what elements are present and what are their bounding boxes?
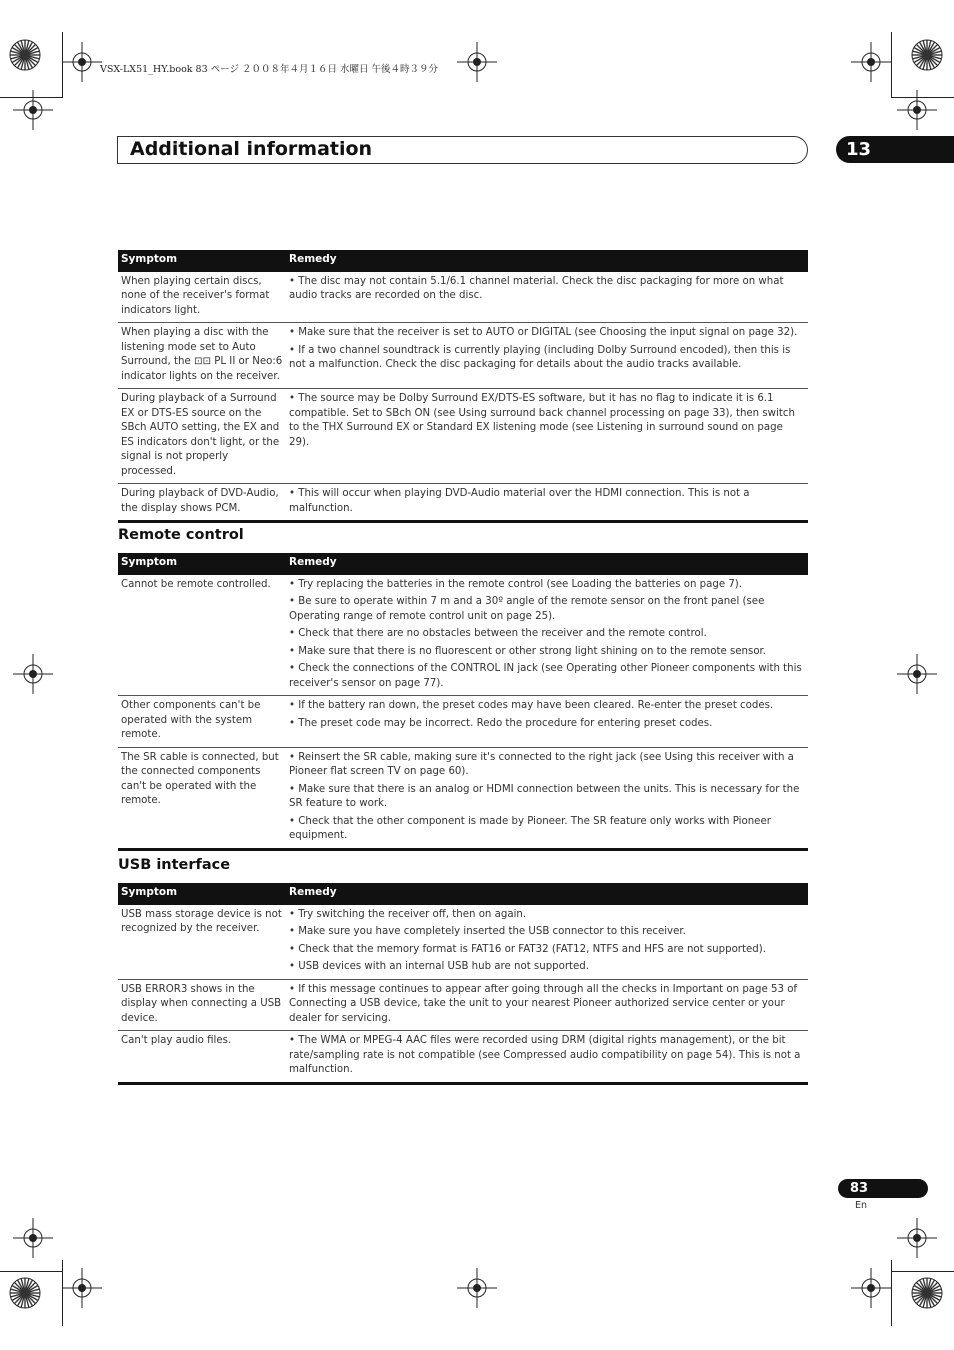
color-target-icon: [9, 39, 41, 71]
remedy-item: • The source may be Dolby Surround EX/DTS-ES software, but it has no flag to indicate it is 6.1 compatible. Set to SBch ON (see Using surround back channel processing on page 33), then switch to the THX Surround EX or Standard EX listening mode (see Listening in surround sound on page 29).: [289, 393, 795, 448]
remedy-item: • Check that there are no obstacles between the receiver and the remote control.: [289, 628, 707, 639]
section-title-remote-control: Remote control: [118, 527, 244, 543]
remedy-item: • Be sure to operate within 7 m and a 30º angle of the remote sensor on the front panel (see Operating range of remote control unit on page 25).: [289, 596, 765, 622]
registration-mark-icon: [62, 1268, 102, 1308]
symptom-cell: When playing certain discs, none of the receiver's format indicators light.: [118, 272, 286, 323]
remedy-item: • Check that the memory format is FAT16 or FAT32 (FAT12, NTFS and HFS are not supported).: [289, 943, 766, 955]
registration-mark-icon: [13, 90, 53, 130]
remedy-cell: [286, 1031, 808, 1084]
language-label: En: [855, 1200, 868, 1211]
color-target-icon: [911, 39, 943, 71]
symptom-cell: During playback of DVD-Audio, the display shows PCM.: [121, 488, 279, 514]
registration-mark-icon: [62, 42, 102, 82]
remedy-item: • Try replacing the batteries in the remote control (see Loading the batteries on page 7).: [289, 578, 743, 590]
symptom-cell: The SR cable is connected, but the connected components can't be operated with the remote.: [121, 751, 279, 806]
crop-mark: [0, 97, 62, 98]
troubleshooting-table-remote-control: [118, 553, 808, 851]
crop-mark: [0, 1271, 62, 1272]
registration-mark-icon: [457, 1268, 497, 1308]
symptom-cell: USB mass storage device is not recognized by the receiver.: [118, 905, 286, 980]
registration-mark-icon: [897, 90, 937, 130]
header-bar: [117, 136, 808, 164]
remedy-item: • Make sure that the receiver is set to AUTO or DIGITAL (see Choosing the input signal on page 32).: [289, 327, 798, 338]
table-row: [118, 1031, 808, 1084]
symptom-cell: Other components can't be operated with the system remote.: [118, 696, 286, 748]
remedy-item: • Make sure that there is an analog or HDMI connection between the units. This is necessary for the SR feature to work.: [289, 783, 800, 809]
crop-mark: [891, 1260, 892, 1326]
table-row: [118, 905, 808, 980]
registration-mark-icon: [13, 654, 53, 694]
remedy-item: • Check the connections of the CONTROL IN jack (see Operating other Pioneer components with this receiver's sensor on page 77).: [289, 663, 802, 689]
page-number: 83: [850, 1181, 869, 1196]
print-info: VSX-LX51_HY.book 83 ページ ２００８年４月１６日 水曜日 午後４時３９分: [100, 64, 439, 75]
remedy-cell: [286, 484, 808, 522]
remedy-cell: [286, 323, 808, 389]
remedy-item: • If this message continues to appear after going through all the checks in Important on page 53 of Connecting a USB device, take the unit to your nearest Pioneer authorized service center or your dealer for servicing.: [289, 983, 798, 1024]
color-target-icon: [9, 1277, 41, 1309]
symptom-header: Symptom: [118, 883, 286, 905]
registration-mark-icon: [13, 1218, 53, 1258]
remedy-item: • The disc may not contain 5.1/6.1 channel material. Check the disc packaging for more on what audio tracks are recorded on the disc.: [289, 275, 784, 301]
remedy-header: Remedy: [286, 883, 808, 905]
troubleshooting-table-general: [118, 250, 808, 523]
remedy-cell: [286, 979, 808, 1031]
table-row: [118, 389, 808, 484]
remedy-item: • Reinsert the SR cable, making sure it's connected to the right jack (see Using this receiver with a Pioneer flat screen TV on page 60).: [289, 751, 794, 777]
registration-mark-icon: [851, 1268, 891, 1308]
remedy-item: • USB devices with an internal USB hub are not supported.: [289, 961, 590, 972]
symptom-header: Symptom: [118, 553, 286, 575]
remedy-header: Remedy: [286, 250, 808, 272]
table-row: [118, 979, 808, 1031]
remedy-item: • Make sure you have completely inserted the USB connector to this receiver.: [289, 926, 686, 937]
table-row: [118, 484, 808, 522]
registration-mark-icon: [851, 42, 891, 82]
crop-mark: [892, 1271, 954, 1272]
symptom-cell: Cannot be remote controlled.: [118, 575, 286, 696]
registration-mark-icon: [897, 654, 937, 694]
symptom-cell: USB ERROR3 shows in the display when connecting a USB device.: [118, 979, 286, 1031]
symptom-cell: Can't play audio files.: [121, 1035, 232, 1046]
symptom-cell: When playing a disc with the listening mode set to Auto Surround, the ⊡⊡ PL II or Neo:6 indicator lights on the receiver.: [118, 323, 286, 389]
remedy-item: • Check that the other component is made by Pioneer. The SR feature only works with Pioneer equipment.: [289, 815, 771, 841]
page-title: Additional information: [130, 138, 373, 160]
crop-mark: [892, 97, 954, 98]
symptom-cell: During playback of a Surround EX or DTS-ES source on the SBch AUTO setting, the EX and ES indicators don't light, or the signal is not properly processed.: [118, 389, 286, 484]
table-row: [118, 323, 808, 389]
table-row: [118, 696, 808, 748]
chapter-tab: [836, 136, 954, 163]
table-row: [118, 747, 808, 849]
remedy-item: • Make sure that there is no fluorescent or other strong light shining on to the remote sensor.: [289, 645, 767, 657]
page-number-tab: [838, 1179, 928, 1198]
remedy-item: • The preset code may be incorrect. Redo the procedure for entering preset codes.: [289, 717, 713, 729]
remedy-cell: [286, 747, 808, 849]
symptom-header: Symptom: [118, 250, 286, 272]
remedy-item: • Try switching the receiver off, then on again.: [289, 908, 527, 920]
crop-mark: [62, 1260, 63, 1326]
troubleshooting-table-usb: [118, 883, 808, 1085]
remedy-cell: [286, 389, 808, 484]
color-target-icon: [911, 1277, 943, 1309]
remedy-item: • This will occur when playing DVD-Audio material over the HDMI connection. This is not a malfunction.: [289, 488, 750, 514]
table-row: [118, 575, 808, 696]
crop-mark: [62, 32, 63, 98]
crop-mark: [891, 32, 892, 98]
remedy-cell: [286, 272, 808, 323]
table-row: [118, 272, 808, 323]
remedy-cell: [286, 575, 808, 696]
remedy-item: • If the battery ran down, the preset codes may have been cleared. Re-enter the preset codes.: [289, 700, 774, 711]
registration-mark-icon: [457, 42, 497, 82]
section-title-usb-interface: USB interface: [118, 857, 231, 873]
remedy-item: • The WMA or MPEG-4 AAC files were recorded using DRM (digital rights management), or the bit rate/sampling rate is not compatible (see Compressed audio compatibility on page 54). This is not a malfunction.: [289, 1035, 801, 1075]
remedy-item: • If a two channel soundtrack is currently playing (including Dolby Surround encoded), then this is not a malfunction. Check the disc packaging for details about the audio tracks available.: [289, 344, 791, 370]
remedy-header: Remedy: [286, 553, 808, 575]
registration-mark-icon: [897, 1218, 937, 1258]
remedy-cell: [286, 696, 808, 748]
chapter-number: 13: [846, 139, 872, 160]
remedy-cell: [286, 905, 808, 980]
